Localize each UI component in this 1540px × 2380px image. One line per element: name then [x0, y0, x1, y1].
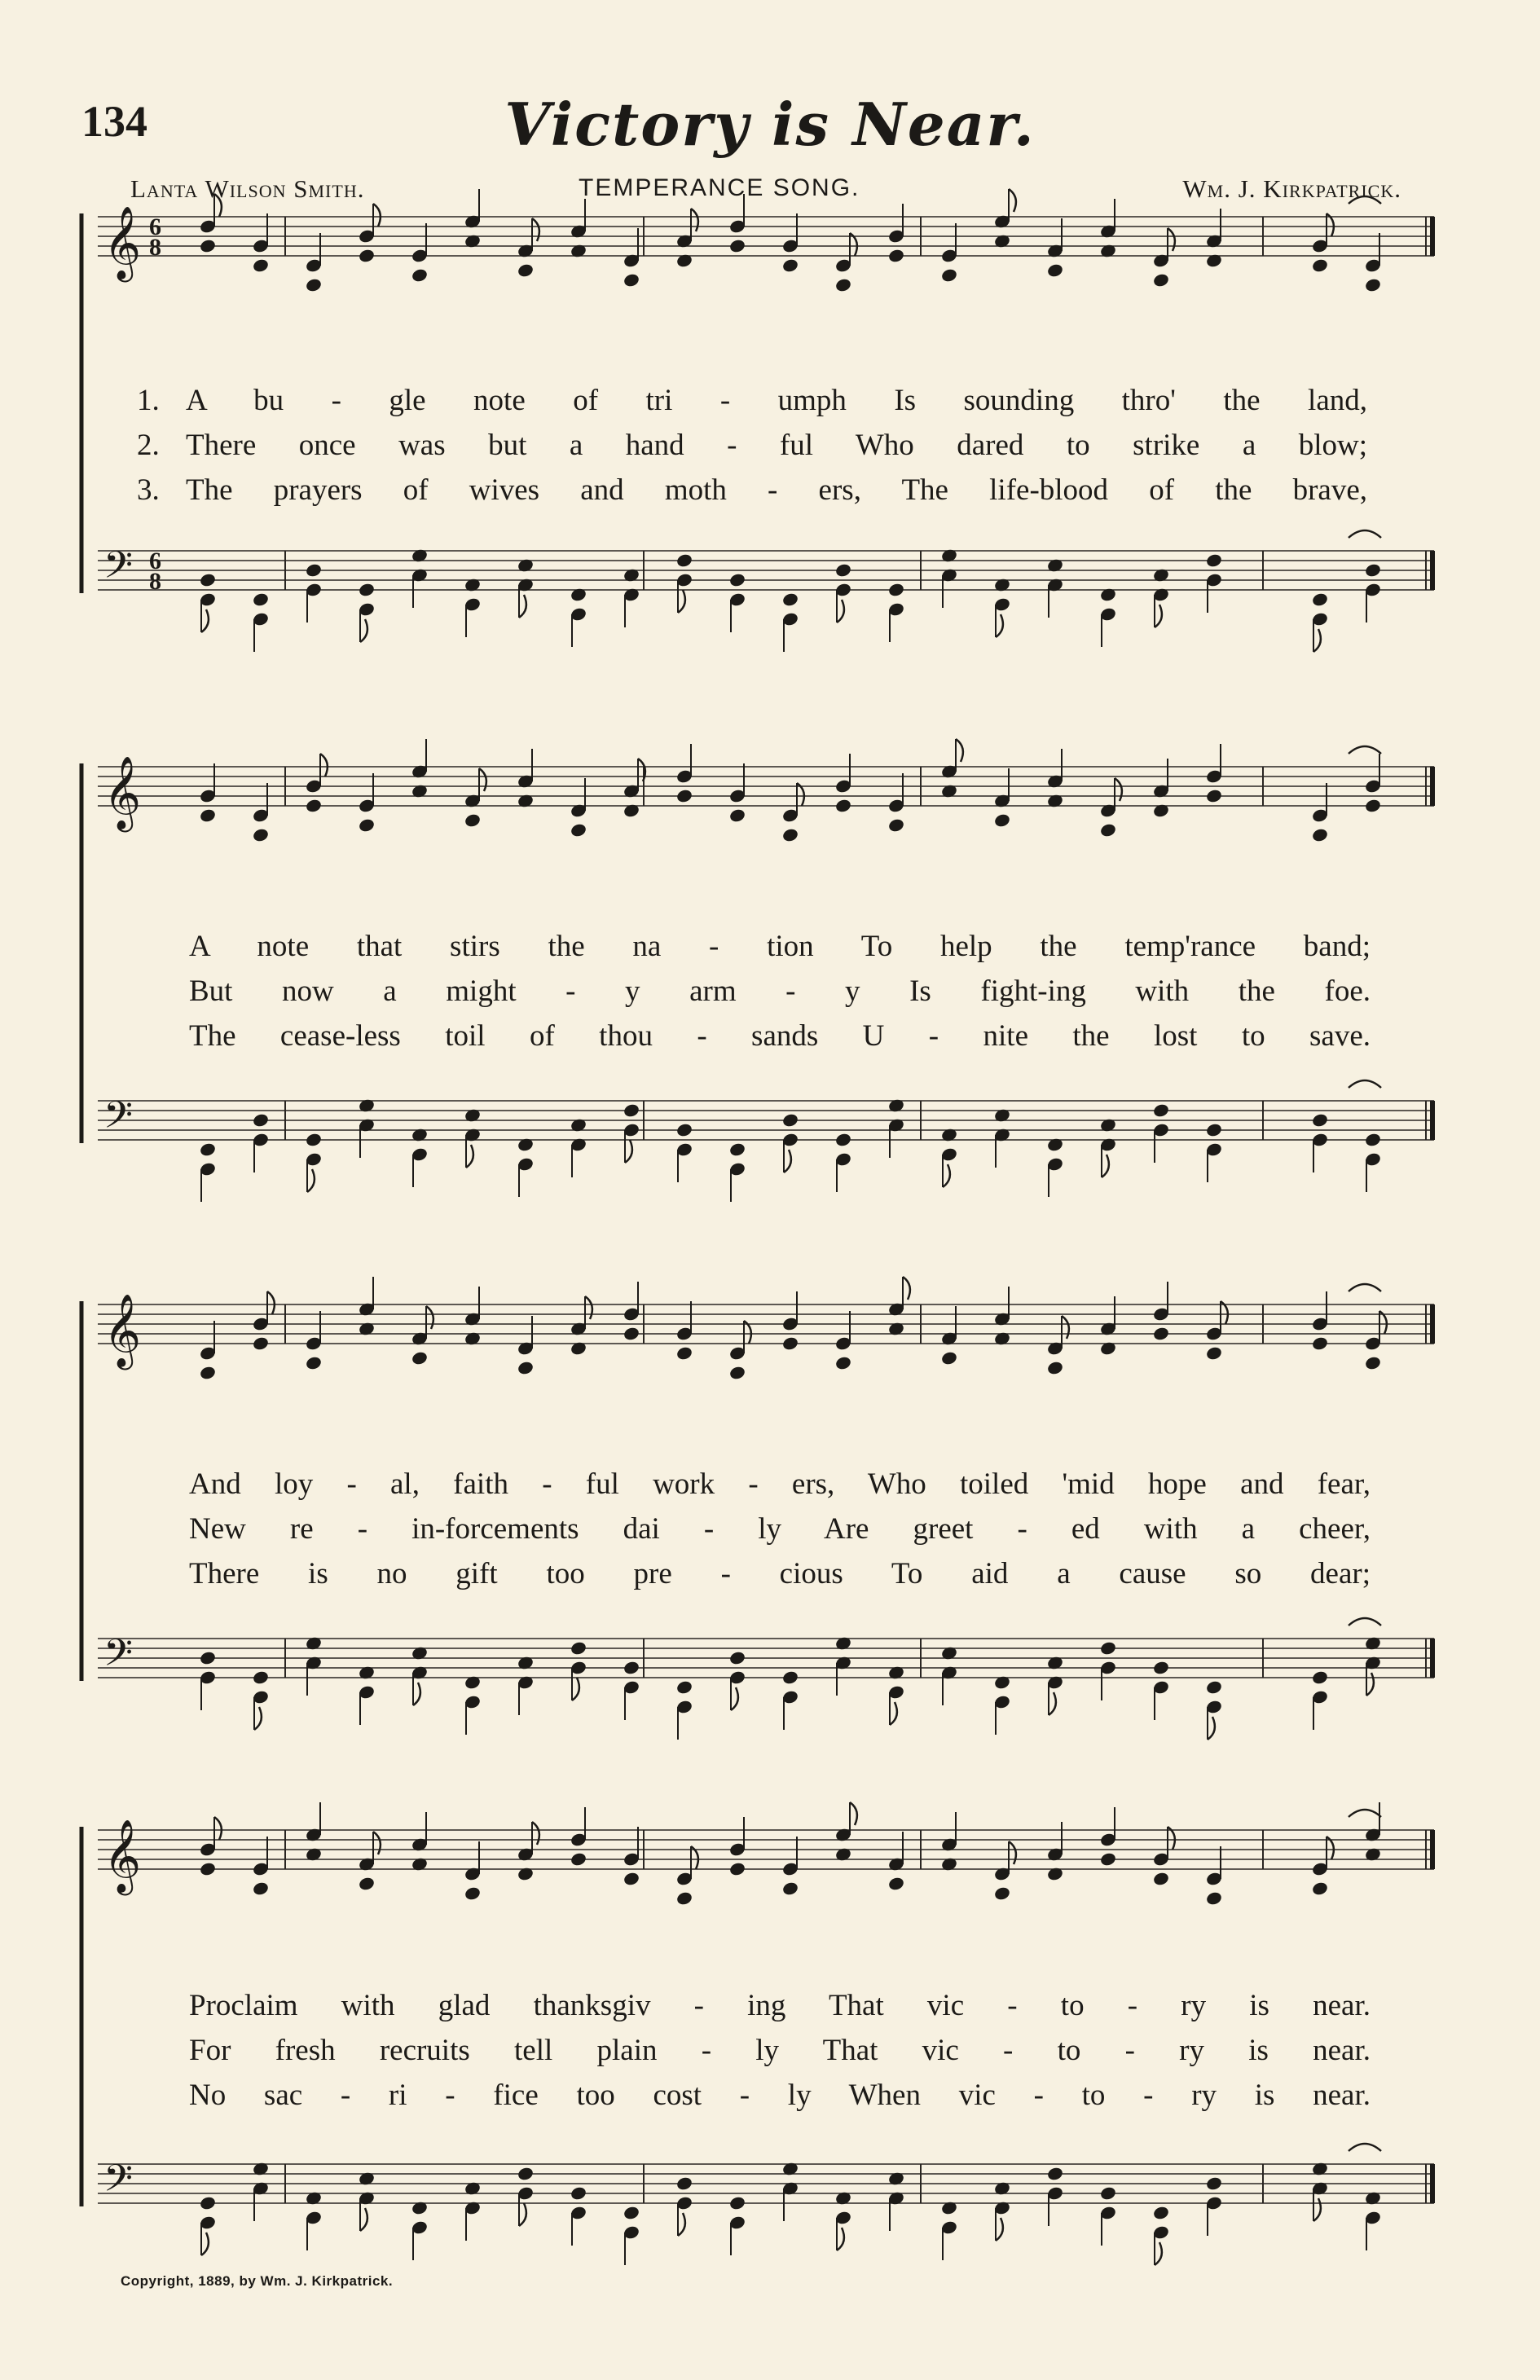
- copyright-notice: Copyright, 1889, by Wm. J. Kirkpatrick.: [121, 2273, 394, 2289]
- verse-number: 2.: [137, 429, 160, 462]
- note-head: [1205, 1679, 1223, 1695]
- note-head: [728, 238, 746, 253]
- note-head: [1205, 1890, 1223, 1906]
- fermata-icon: [1349, 1080, 1381, 1088]
- note-flag: [360, 619, 367, 642]
- note-flag: [1168, 228, 1175, 251]
- fermata-icon: [1349, 1618, 1381, 1626]
- note-flag: [1009, 189, 1016, 212]
- bass-clef-icon: 𝄢: [103, 1093, 134, 1146]
- song-subtitle: TEMPERANCE SONG.: [579, 174, 860, 201]
- verse-number: 1.: [137, 384, 160, 417]
- lyric-line: The cease-less toil of thou - sands U - nite the lost to save.: [189, 1019, 1371, 1053]
- note-flag: [426, 1306, 433, 1329]
- note-head: [1152, 272, 1170, 288]
- note-flag: [519, 2203, 526, 2226]
- note-head: [675, 1122, 693, 1137]
- note-head: [781, 1112, 799, 1128]
- note-flag: [532, 1822, 539, 1845]
- note-head: [1046, 2166, 1064, 2181]
- note-flag: [254, 1707, 262, 1730]
- note-head: [199, 1365, 217, 1380]
- note-head: [1152, 1102, 1170, 1118]
- lyric-line: There once was but a hand - ful Who dared to strike a blow;: [186, 429, 1367, 462]
- page-number: 134: [81, 97, 147, 146]
- note-head: [252, 1335, 270, 1351]
- note-head: [252, 592, 270, 607]
- note-head: [358, 817, 376, 833]
- note-head: [1311, 257, 1329, 273]
- note-head: [199, 1650, 217, 1665]
- note-head: [570, 1640, 587, 1656]
- note-flag: [903, 1277, 910, 1300]
- note-flag: [943, 1164, 950, 1187]
- lyric-line: And loy - al, faith - ful work - ers, Who toiled 'mid hope and fear,: [189, 1467, 1371, 1501]
- note-head: [1205, 1122, 1223, 1137]
- note-head: [411, 267, 429, 283]
- note-head: [358, 248, 376, 263]
- note-head: [623, 1326, 640, 1341]
- note-head: [728, 2195, 746, 2211]
- note-head: [993, 812, 1011, 828]
- note-head: [623, 1660, 640, 1675]
- note-flag: [1366, 1673, 1374, 1696]
- note-head: [199, 807, 217, 823]
- note-head: [570, 1851, 587, 1867]
- note-flag: [956, 739, 963, 762]
- fermata-icon: [1349, 1810, 1381, 1817]
- note-head: [1364, 798, 1382, 813]
- lyric-line: Proclaim with glad thanksgiv - ing That vic - to - ry is near.: [189, 1989, 1371, 2022]
- note-flag: [572, 1678, 579, 1700]
- note-head: [675, 552, 693, 568]
- note-flag: [1049, 1692, 1056, 1715]
- note-flag: [214, 194, 222, 217]
- note-head: [1099, 2185, 1117, 2201]
- note-head: [781, 257, 799, 273]
- note-head: [1311, 1112, 1329, 1128]
- note-head: [1152, 2205, 1170, 2220]
- note-head: [1311, 1670, 1329, 1685]
- note-head: [1099, 1851, 1117, 1867]
- treble-clef-icon: 𝄞: [103, 1819, 142, 1893]
- song-title: Victory is Near.: [504, 90, 1036, 159]
- note-flag: [1313, 629, 1321, 652]
- note-flag: [532, 218, 539, 241]
- note-head: [199, 1861, 217, 1876]
- verse-number: 3.: [137, 473, 160, 507]
- note-head: [1046, 1360, 1064, 1375]
- note-head: [781, 1670, 799, 1685]
- note-head: [252, 1112, 270, 1128]
- note-head: [1311, 827, 1329, 842]
- lyric-line: There is no gift too pre - cious To aid a cause so dear;: [189, 1557, 1371, 1590]
- note-head: [834, 798, 852, 813]
- note-flag: [996, 614, 1003, 637]
- note-head: [834, 277, 852, 293]
- note-flag: [413, 1683, 420, 1705]
- note-head: [675, 1345, 693, 1361]
- note-head: [252, 1881, 270, 1896]
- note-head: [1205, 1345, 1223, 1361]
- note-head: [887, 817, 905, 833]
- note-head: [993, 1885, 1011, 1901]
- note-head: [728, 1365, 746, 1380]
- note-head: [781, 1335, 799, 1351]
- bass-clef-icon: 𝄢: [103, 1631, 134, 1684]
- note-flag: [837, 2228, 844, 2250]
- lyric-line: A bu - gle note of tri - umph Is sounding thro' the land,: [186, 384, 1367, 417]
- note-flag: [837, 600, 844, 622]
- note-head: [1364, 1355, 1382, 1370]
- note-head: [252, 1670, 270, 1685]
- note-head: [781, 592, 799, 607]
- note-flag: [691, 209, 698, 231]
- note-head: [675, 1679, 693, 1695]
- time-signature-numerator: 6: [149, 548, 161, 574]
- note-head: [199, 238, 217, 253]
- note-flag: [479, 768, 486, 791]
- note-head: [781, 827, 799, 842]
- note-flag: [320, 754, 328, 776]
- note-head: [305, 277, 323, 293]
- lyric-line: For fresh recruits tell plain - ly That vic - to - ry is near.: [189, 2034, 1371, 2067]
- note-flag: [519, 595, 526, 618]
- note-flag: [678, 590, 685, 613]
- note-head: [358, 1876, 376, 1891]
- note-head: [1099, 822, 1117, 838]
- note-head: [1364, 277, 1382, 293]
- note-head: [1311, 1335, 1329, 1351]
- note-flag: [360, 2208, 367, 2231]
- note-flag: [1062, 1316, 1069, 1339]
- note-head: [1099, 1640, 1117, 1656]
- note-head: [728, 1861, 746, 1876]
- note-head: [1046, 262, 1064, 278]
- note-head: [623, 1871, 640, 1886]
- note-head: [887, 248, 905, 263]
- note-flag: [996, 2218, 1003, 2241]
- note-head: [358, 582, 376, 597]
- note-flag: [307, 1169, 315, 1192]
- note-head: [940, 1350, 958, 1366]
- note-head: [834, 562, 852, 578]
- fermata-icon: [1349, 2144, 1381, 2151]
- lyric-line: New re - in-forcements dai - ly Are greet - ed with a cheer,: [189, 1512, 1371, 1546]
- note-head: [1364, 1132, 1382, 1147]
- note-head: [305, 1132, 323, 1147]
- time-signature-denominator: 8: [149, 234, 161, 261]
- note-head: [1205, 552, 1223, 568]
- note-head: [411, 1350, 429, 1366]
- note-flag: [267, 1291, 275, 1314]
- note-flag: [1155, 2242, 1162, 2265]
- note-head: [1311, 592, 1329, 607]
- treble-clef-icon: 𝄞: [103, 206, 142, 279]
- note-head: [1205, 2175, 1223, 2191]
- note-head: [1205, 788, 1223, 803]
- note-flag: [784, 1150, 791, 1172]
- fermata-icon: [1349, 196, 1381, 204]
- note-head: [305, 562, 323, 578]
- note-head: [517, 1360, 535, 1375]
- bass-clef-icon: 𝄢: [103, 2157, 134, 2210]
- note-head: [1152, 1660, 1170, 1675]
- note-flag: [214, 1817, 222, 1840]
- note-head: [834, 1355, 852, 1370]
- note-head: [675, 788, 693, 803]
- lyric-line: But now a might - y arm - y Is fight-ing with the foe.: [189, 974, 1371, 1008]
- note-head: [940, 267, 958, 283]
- note-head: [623, 2205, 640, 2220]
- note-head: [728, 807, 746, 823]
- note-head: [199, 572, 217, 587]
- time-signature-numerator: 6: [149, 213, 161, 240]
- note-head: [199, 1142, 217, 1157]
- note-head: [570, 822, 587, 838]
- note-head: [305, 798, 323, 813]
- note-head: [887, 582, 905, 597]
- fermata-icon: [1349, 530, 1381, 538]
- bass-clef-icon: 𝄢: [103, 543, 134, 596]
- note-head: [728, 1142, 746, 1157]
- note-head: [728, 1650, 746, 1665]
- note-head: [675, 1890, 693, 1906]
- note-head: [199, 2195, 217, 2211]
- note-head: [1364, 562, 1382, 578]
- note-flag: [678, 2213, 685, 2236]
- note-head: [1152, 1326, 1170, 1341]
- note-head: [623, 1102, 640, 1118]
- note-flag: [201, 2233, 209, 2255]
- note-flag: [1208, 1717, 1215, 1740]
- note-flag: [1102, 1155, 1109, 1177]
- lyric-line: A note that stirs the na - tion To help the temp'rance band;: [189, 930, 1371, 963]
- note-head: [517, 2166, 535, 2181]
- composer: Wm. J. Kirkpatrick.: [1182, 174, 1401, 203]
- note-flag: [1313, 2198, 1321, 2221]
- note-head: [464, 1885, 482, 1901]
- fermata-icon: [1349, 1284, 1381, 1291]
- note-flag: [201, 609, 209, 632]
- note-head: [781, 1881, 799, 1896]
- note-flag: [1155, 605, 1162, 627]
- lyricist: Lanta Wilson Smith.: [130, 174, 365, 203]
- note-head: [887, 1876, 905, 1891]
- note-head: [728, 572, 746, 587]
- treble-clef-icon: 𝄞: [103, 1294, 142, 1367]
- note-flag: [890, 1702, 897, 1725]
- note-head: [623, 272, 640, 288]
- fermata-icon: [1349, 746, 1381, 754]
- note-head: [834, 1132, 852, 1147]
- lyric-line: The prayers of wives and moth - ers, The life-blood of the brave,: [186, 473, 1367, 507]
- note-head: [305, 1355, 323, 1370]
- note-head: [675, 2175, 693, 2191]
- note-head: [252, 257, 270, 273]
- note-head: [252, 827, 270, 842]
- note-flag: [731, 1687, 738, 1710]
- note-flag: [466, 1145, 473, 1168]
- note-head: [1152, 1871, 1170, 1886]
- note-flag: [638, 759, 645, 781]
- lyric-line: No sac - ri - fice too cost - ly When vic - to - ry is near.: [189, 2079, 1371, 2112]
- treble-clef-icon: 𝄞: [103, 756, 142, 829]
- note-flag: [625, 1140, 632, 1163]
- note-flag: [1115, 778, 1122, 801]
- note-head: [570, 2185, 587, 2201]
- note-flag: [373, 1832, 381, 1854]
- note-head: [1311, 1881, 1329, 1896]
- note-flag: [1009, 1841, 1016, 1864]
- time-signature-denominator: 8: [149, 568, 161, 595]
- note-head: [517, 262, 535, 278]
- note-head: [464, 812, 482, 828]
- note-flag: [585, 1296, 592, 1319]
- note-flag: [850, 1802, 857, 1825]
- note-flag: [373, 204, 381, 227]
